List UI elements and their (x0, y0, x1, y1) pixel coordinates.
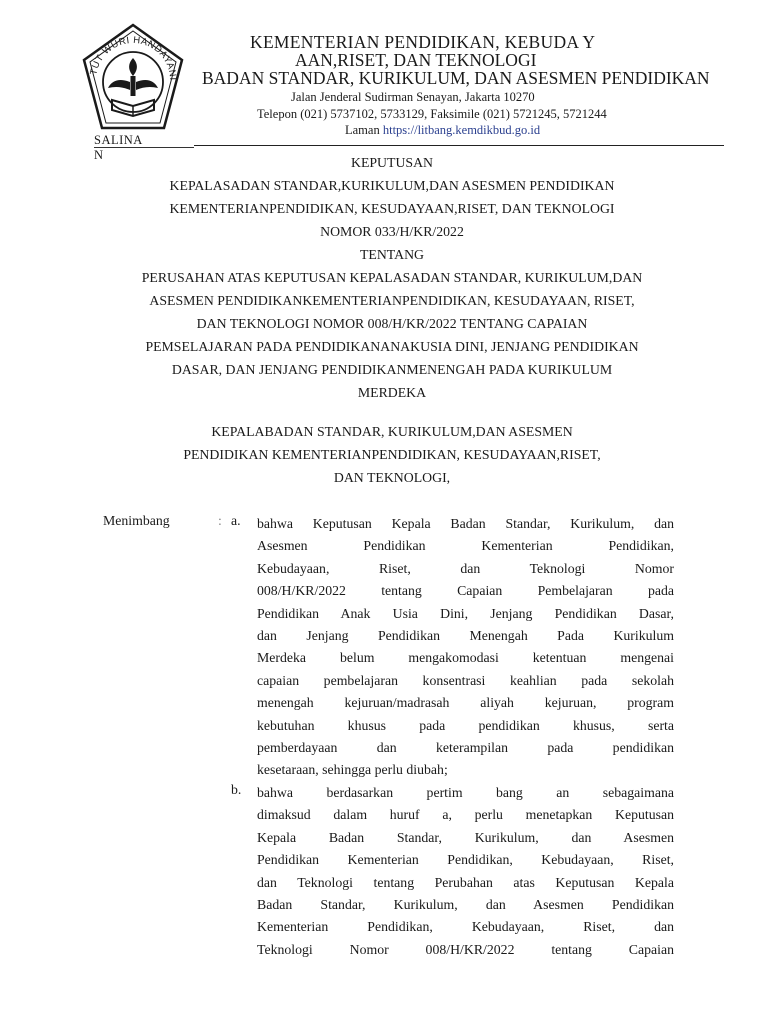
letterhead-divider (194, 145, 724, 146)
menimbang-label: Menimbang (103, 513, 170, 528)
letterhead-ministry-line1: KEMENTERIAN PENDIDIKAN, KEBUDA Y (250, 32, 596, 52)
tut-wuri-handayani-logo-icon (78, 22, 188, 138)
paragraph-line: pemberdayaan dan keterampilan pada pendidikan (257, 739, 674, 755)
paragraph-line: Kebudayaan, Riset, dan Teknologi Nomor (257, 560, 674, 576)
website-link[interactable]: https://litbang.kemdikbud.go.id (382, 123, 541, 137)
paragraph-line: Merdeka belum mengakomodasi ketentuan mengenai (257, 650, 674, 666)
title-line: PEMSELAJARAN PADA PENDIDIKANANAKUSIA DINI, JENJANG PENDIDIKAN (145, 339, 639, 354)
letterhead-website (345, 124, 540, 137)
paragraph-line: bahwa berdasarkan pertim bang an sebagaimana (257, 785, 674, 800)
paragraph-line: dimaksud dalam huruf a, perlu menetapkan Keputusan (257, 807, 674, 823)
paragraph-line: Kepala Badan Standar, Kurikulum, dan Asesmen (257, 829, 674, 845)
official-line: DAN TEKNOLOGI, (333, 470, 451, 485)
title-line: KEMENTERIANPENDIDIKAN, KESUDAYAAN,RISET, DAN TEKNOLOGI (169, 201, 615, 216)
paragraph-line: capaian pembelajaran konsentrasi keahlian pada sekolah (257, 672, 674, 688)
salinan-line2: N (94, 148, 104, 162)
official-title-block (80, 420, 704, 489)
salinan-line1: SALINA (94, 133, 194, 148)
letterhead-address: Jalan Jenderal Sudirman Senayan, Jakarta 10270 (291, 90, 535, 104)
paragraph-line: Asesmen Pendidikan Kementerian Pendidikan, (257, 538, 674, 554)
title-line: KEPALASADAN STANDAR,KURIKULUM,DAN ASESMEN PENDIDIKAN (169, 178, 615, 193)
title-line: ASESMEN PENDIDIKANKEMENTERIANPENDIDIKAN, KESUDAYAAN, RISET, (149, 293, 635, 308)
title-line: DAN TEKNOLOGI NOMOR 008/H/KR/2022 TENTANG CAPAIAN (196, 316, 588, 331)
paragraph-line: Badan Standar, Kurikulum, dan Asesmen Pendidikan (257, 896, 674, 912)
svg-text:TUT WURI HANDAYANI: TUT WURI HANDAYANI (88, 34, 179, 81)
title-line: TENTANG (359, 247, 425, 262)
paragraph-line: dan Jenjang Pendidikan Menengah Pada Kurikulum (257, 627, 674, 643)
decree-title-block (80, 151, 704, 404)
paragraph-line: Pendidikan Kementerian Pendidikan, Kebudayaan, Riset, (257, 852, 674, 868)
point-a-paragraph (257, 513, 674, 782)
paragraph-line: Teknologi Nomor 008/H/KR/2022 tentang Capaian (257, 941, 674, 957)
paragraph-line: kebutuhan khusus pada pendidikan khusus, serta (257, 717, 674, 733)
official-line: PENDIDIKAN KEMENTERIANPENDIDIKAN, KESUDAYAAN,RISET, (183, 447, 601, 462)
point-a-label: a. (231, 513, 241, 528)
official-line: KEPALABADAN STANDAR, KURIKULUM,DAN ASESMEN (211, 424, 573, 439)
paragraph-line: menengah kejuruan/madrasah aliyah kejuruan, program (257, 695, 674, 711)
menimbang-colon: : (218, 513, 222, 528)
paragraph-line: Kementerian Pendidikan, Kebudayaan, Riset, dan (257, 919, 674, 935)
paragraph-line: 008/H/KR/2022 tentang Capaian Pembelajaran pada (257, 583, 674, 599)
letterhead-agency: BADAN STANDAR, KURIKULUM, DAN ASESMEN PENDIDIKAN (202, 68, 710, 88)
paragraph-line: kesetaraan, sehingga perlu diubah; (257, 762, 448, 778)
title-line: NOMOR 033/H/KR/2022 (320, 224, 464, 239)
title-line: KEPUTUSAN (350, 155, 434, 170)
paragraph-line: Pendidikan Anak Usia Dini, Jenjang Pendidikan Dasar, (257, 605, 674, 621)
title-line: PERUSAHAN ATAS KEPUTUSAN KEPALASADAN STANDAR, KURIKULUM,DAN (141, 270, 643, 285)
paragraph-line: bahwa Keputusan Kepala Badan Standar, Kurikulum, dan (257, 516, 674, 531)
website-label: Laman (345, 123, 380, 137)
title-line: DASAR, DAN JENJANG PENDIDIKANMENENGAH PADA KURIKULUM (171, 362, 613, 377)
title-line: MERDEKA (357, 385, 427, 400)
letterhead-phone: Telepon (021) 5737102, 5733129, Faksimile (021) 5721245, 5721244 (257, 107, 607, 121)
letterhead-ministry-line2: AAN,RISET, DAN TEKNOLOGI (295, 50, 537, 70)
point-b-label: b. (231, 782, 242, 797)
paragraph-line: dan Teknologi tentang Perubahan atas Keputusan Kepala (257, 874, 674, 890)
point-b-paragraph (257, 782, 674, 961)
